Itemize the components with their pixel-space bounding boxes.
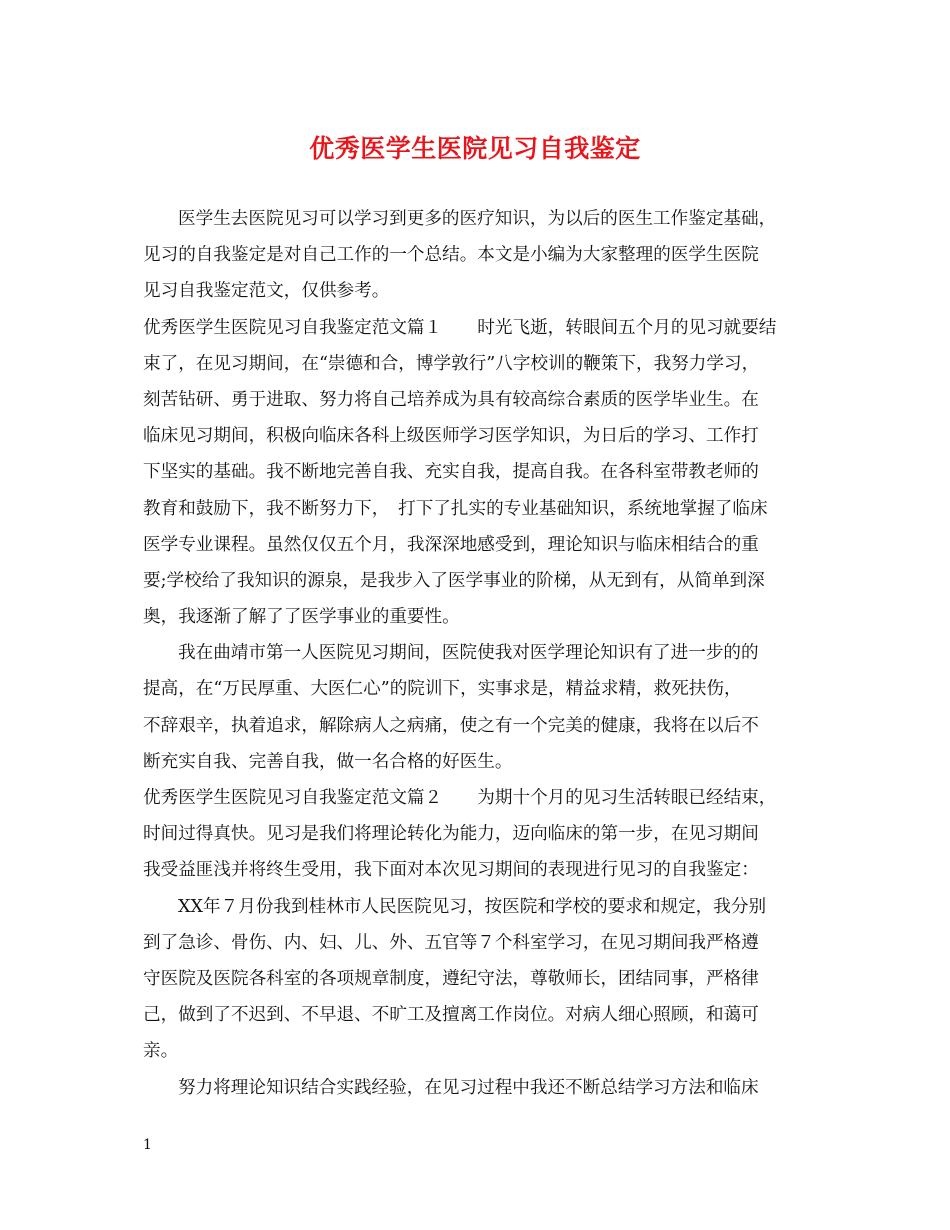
text-line: 束了，在见习期间，在“崇德和合，博学敦行”八字校训的鞭策下，我努力学习， bbox=[143, 353, 760, 374]
text-line: 提高，在“万民厚重、大医仁心”的院训下，实事求是，精益求精，救死扶伤， bbox=[143, 679, 742, 700]
document-title: 优秀医学生医院见习自我鉴定 bbox=[309, 134, 641, 163]
text-line: 见习的自我鉴定是对自己工作的一个总结。本文是小编为大家整理的医学生医院 bbox=[143, 245, 759, 266]
text-line: 医学生去医院见习可以学习到更多的医疗知识，为以后的医生工作鉴定基础， bbox=[178, 209, 777, 229]
text-line: 医学专业课程。虽然仅仅五个月，我深深地感受到，理论知识与临床相结合的重 bbox=[143, 534, 759, 555]
text-line: 优秀医学生医院见习自我鉴定范文篇２ 为期十个月的见习生活转眼已经结束， bbox=[143, 788, 777, 808]
document-body bbox=[143, 201, 815, 1106]
text-line: 到了急诊、骨伤、内、妇、儿、外、五官等７个科室学习，在见习期间我严格遵 bbox=[143, 932, 759, 953]
text-line: 奥，我逐渐了解了了医学事业的重要性。 bbox=[143, 607, 460, 628]
text-line: 教育和鼓励下，我不断努力下， 打下了扎实的专业基础知识，系统地掌握了临床 bbox=[143, 498, 768, 519]
text-line: 临床见习期间，积极向临床各科上级医师学习医学知识，为日后的学习、工作打 bbox=[143, 426, 759, 447]
text-line: 守医院及医院各科室的各项规章制度，遵纪守法，尊敬师长，团结同事，严格律 bbox=[143, 968, 759, 989]
text-line: 见习自我鉴定范文，仅供参考。 bbox=[143, 281, 390, 302]
text-line: 刻苦钻研、勇于进取、努力将自己培养成为具有较高综合素质的医学毕业生。在 bbox=[143, 389, 759, 410]
text-line: 下坚实的基础。我不断地完善自我、充实自我，提高自我。在各科室带教老师的 bbox=[143, 462, 759, 483]
text-line: 我受益匪浅并将终生受用，我下面对本次见习期间的表现进行见习的自我鉴定： bbox=[143, 860, 759, 881]
text-line: 努力将理论知识结合实践经验，在见习过程中我还不断总结学习方法和临床 bbox=[178, 1077, 759, 1098]
text-line: 要;学校给了我知识的源泉，是我步入了医学事业的阶梯，从无到有，从简单到深 bbox=[143, 570, 765, 591]
text-line: 亲。 bbox=[143, 1041, 179, 1062]
text-line: 优秀医学生医院见习自我鉴定范文篇１ 时光飞逝，转眼间五个月的见习就要结 bbox=[143, 317, 777, 338]
text-line: XX年７月份我到桂林市人民医院见习，按医院和学校的要求和规定，我分别 bbox=[178, 896, 767, 917]
text-line: 时间过得真快。见习是我们将理论转化为能力，迈向临床的第一步，在见习期间 bbox=[143, 824, 759, 845]
text-line: 不辞艰辛，执着追求，解除病人之病痛，使之有一个完美的健康，我将在以后不 bbox=[143, 715, 759, 736]
text-line: 断充实自我、完善自我，做一名合格的好医生。 bbox=[143, 751, 513, 772]
text-line: 我在曲靖市第一人医院见习期间，医院使我对医学理论知识有了进一步的的 bbox=[178, 643, 759, 664]
page-number: 1 bbox=[143, 1137, 152, 1153]
text-line: 己，做到了不迟到、不早退、不旷工及擅离工作岗位。对病人细心照顾，和蔼可 bbox=[143, 1005, 759, 1026]
